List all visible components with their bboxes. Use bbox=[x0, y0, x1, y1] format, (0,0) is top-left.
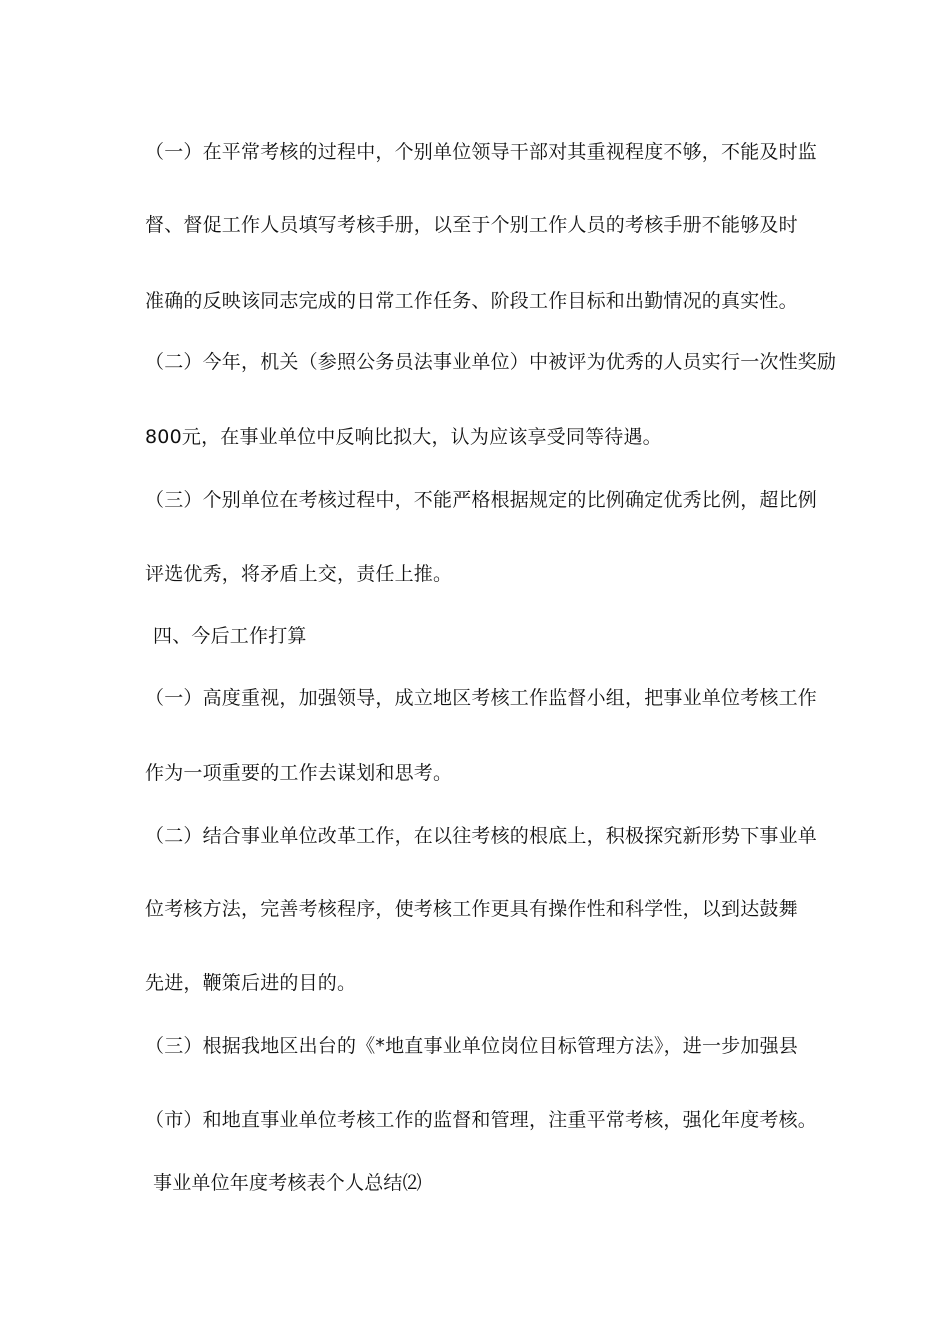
paragraph-line-7: 评选优秀，将矛盾上交，责任上推。 bbox=[145, 563, 453, 585]
paragraph-line-3: 准确的反映该同志完成的日常工作任务、阶段工作目标和出勤情况的真实性。 bbox=[145, 290, 798, 312]
paragraph-line-13: 先进，鞭策后进的目的。 bbox=[145, 972, 357, 994]
paragraph-line-10: 作为一项重要的工作去谋划和思考。 bbox=[145, 762, 453, 784]
paragraph-line-12: 位考核方法，完善考核程序，使考核工作更具有操作性和科学性，以到达鼓舞 bbox=[145, 898, 798, 920]
paragraph-line-6: （三）个别单位在考核过程中，不能严格根据规定的比例确定优秀比例，超比例 bbox=[145, 489, 818, 511]
paragraph-line-4: （二）今年，机关（参照公务员法事业单位）中被评为优秀的人员实行一次性奖励 bbox=[145, 351, 837, 373]
paragraph-line-14: （三）根据我地区出台的《*地直事业单位岗位目标管理方法》，进一步加强县 bbox=[145, 1035, 799, 1057]
document-title-footer: 事业单位年度考核表个人总结⑵ bbox=[153, 1172, 422, 1194]
paragraph-line-9: （一）高度重视，加强领导，成立地区考核工作监督小组，把事业单位考核工作 bbox=[145, 687, 818, 709]
section-heading: 四、今后工作打算 bbox=[153, 625, 307, 647]
paragraph-line-15: （市）和地直事业单位考核工作的监督和管理，注重平常考核，强化年度考核。 bbox=[145, 1109, 818, 1131]
paragraph-line-11: （二）结合事业单位改革工作，在以往考核的根底上，积极探究新形势下事业单 bbox=[145, 825, 818, 847]
paragraph-line-1: （一）在平常考核的过程中，个别单位领导干部对其重视程度不够，不能及时监 bbox=[145, 141, 818, 163]
paragraph-line-5: 800元，在事业单位中反响比拟大，认为应该享受同等待遇。 bbox=[145, 426, 662, 448]
paragraph-line-2: 督、督促工作人员填写考核手册，以至于个别工作人员的考核手册不能够及时 bbox=[145, 214, 798, 236]
